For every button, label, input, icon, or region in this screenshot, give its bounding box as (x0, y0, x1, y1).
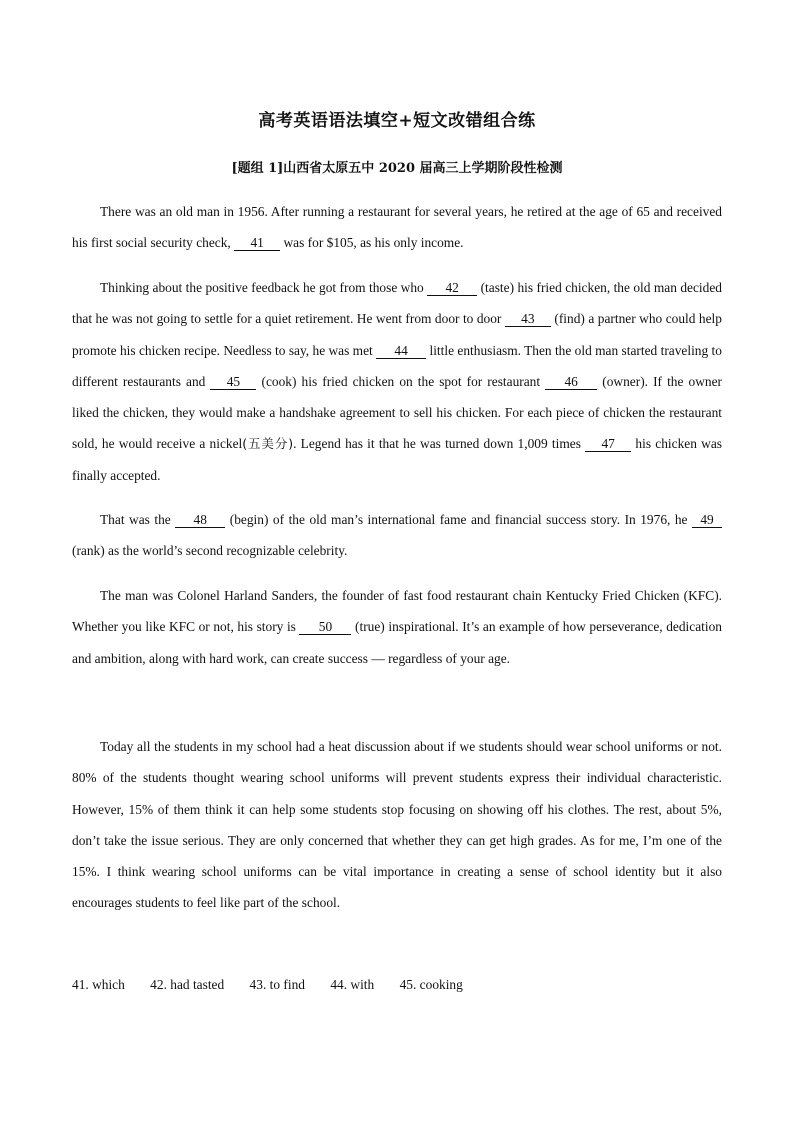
blank-50: 50 (299, 619, 351, 635)
text-span: little enthusiasm. Then the old man started traveling to different restaurants and (72, 342, 722, 389)
text-span: (owner). If the owner liked the chicken, they would make a handshake agreement to sell his chicken. For each piece of chicken the restaurant sold, he would receive a nickel (72, 373, 722, 452)
text-span: There was an old man in 1956. After running a restaurant for several years, he retired at the age of 65 and received his first social security check, (72, 204, 722, 251)
passage2-error-correction: Today all the students in my school had a heat discussion about if we students should wear school uniforms or not. 80% of the students thought wearing school uniforms will prevent students express their individual characteristic. However, 15% of them think it can help some students stop focusing on showing off his clothes. The rest, about 5%, don’t take the issue serious. They are only concerned that whether they can get high grades. As for me, I’m one of the 15%. I think wearing school uniforms can be vital importance in creating a sense of school identity but it also encourages students to feel like part of the school. (72, 739, 722, 911)
blank-42: 42 (427, 280, 477, 296)
answer-key (72, 977, 485, 993)
answer-item: 42. had tasted (150, 977, 225, 992)
blank-46: 46 (545, 374, 597, 390)
blank-41: 41 (234, 235, 280, 251)
text-span: That was the (100, 512, 171, 527)
answer-item: 43. to find (249, 977, 305, 992)
text-span: his chicken was finally accepted. (72, 436, 722, 483)
blank-45: 45 (210, 374, 256, 390)
text-span: (cook) his fried chicken on the spot for restaurant (261, 373, 541, 389)
passage1-paragraph-1 (72, 196, 722, 259)
text-span: Thinking about the positive feedback he got from those who (100, 280, 424, 295)
passage1-paragraph-2 (72, 272, 722, 491)
text-span: (true) inspirational. It’s an example of how perseverance, dedication and ambition, along with hard work, can create success — regardless of your age. (72, 619, 722, 666)
answer-item: 41. which (72, 977, 125, 992)
chinese-gloss: (五美分) (242, 436, 294, 452)
answer-item: 45. cooking (399, 977, 463, 992)
passage1-paragraph-4 (72, 580, 722, 674)
passage1-paragraph-3 (72, 504, 722, 567)
text-span: was for $105, as his only income. (283, 235, 464, 251)
text-span: (rank) as the world’s second recognizable celebrity. (72, 543, 348, 559)
blank-44: 44 (376, 343, 426, 359)
page-title: 高考英语语法填空+短文改错组合练 (258, 111, 536, 131)
answer-item: 44. with (330, 977, 375, 992)
exercise-group-heading: [题组 1]山西省太原五中 2020 届高三上学期阶段性检测 (231, 161, 563, 176)
blank-48: 48 (175, 512, 225, 528)
text-span: (find) a partner who could help promote his chicken recipe. Needless to say, he was met (72, 311, 722, 358)
blank-47: 47 (585, 436, 631, 452)
text-span: . Legend has it that he was turned down 1,009 times (293, 436, 581, 452)
text-span: (taste) his fried chicken, the old man decided that he was not going to settle for a quiet retirement. He went from door to door (72, 280, 722, 327)
text-span: (begin) of the old man’s international fame and financial success story. In 1976, he (229, 512, 688, 527)
blank-43: 43 (505, 311, 551, 327)
text-span: The man was Colonel Harland Sanders, the founder of fast food restaurant chain Kentucky Fried Chicken (KFC). Whether you like KFC or not, his story is (72, 588, 722, 635)
blank-49: 49 (692, 512, 722, 528)
